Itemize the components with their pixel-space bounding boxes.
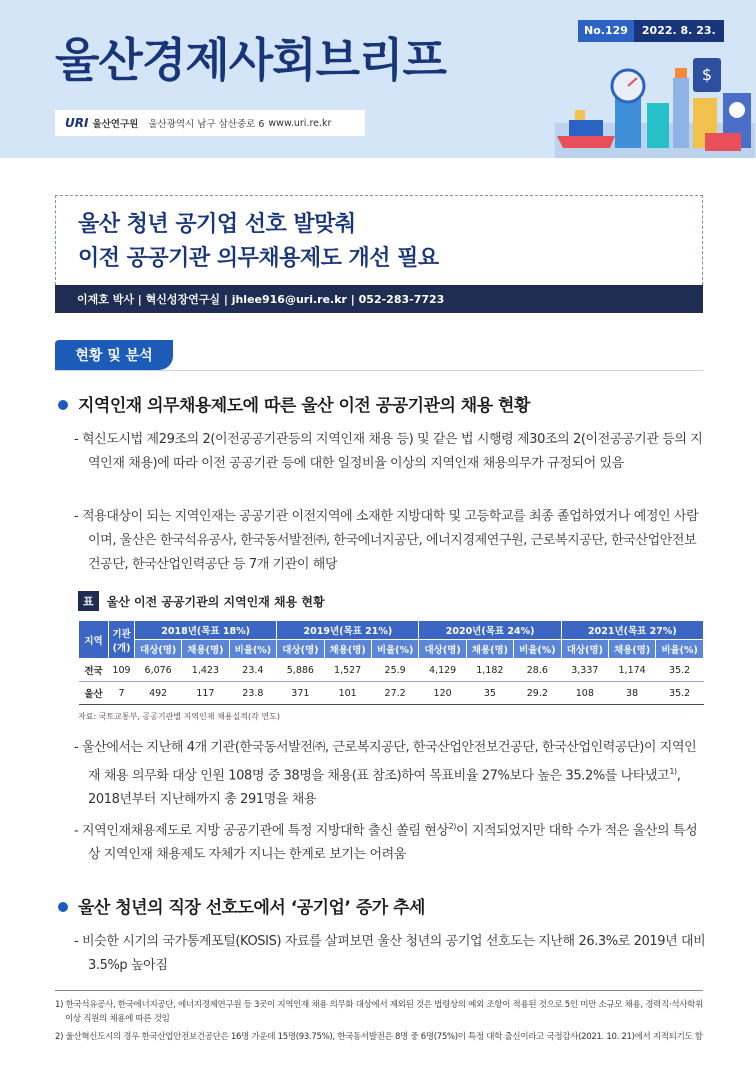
institute-name: 울산연구원 xyxy=(92,119,139,130)
header-agencies: 기관(개) xyxy=(109,621,135,659)
section2-bullet1: - 비슷한 시기의 국가통계포털(KOSIS) 자료를 살펴보면 울산 청년의 공기업 선호도는 지난해 26.3%로 2019년 대비 3.5%p 높아짐 xyxy=(74,934,706,973)
subheader-cell: 비율(%) xyxy=(229,640,277,659)
table-cell: 35.2 xyxy=(656,659,704,682)
section1-bullet1: - 혁신도시법 제29조의 2(이전공공기관등의 지역인재 채용 등) 및 같은 법 시행령 제30조의 2(이전공공기관 등의 지역인재 채용)에 따라 이전 공공기관 등에 대한 일정비율 이상의 지역인재 채용의무가 규정되어 있음 xyxy=(74,432,703,471)
issue-date: 2022. 8. 23. xyxy=(634,20,724,42)
issue-info xyxy=(578,20,724,42)
subheader-cell: 대상(명) xyxy=(561,640,608,659)
section1-bullet4 xyxy=(74,815,706,867)
subheader-cell: 비율(%) xyxy=(656,640,704,659)
table-cell: 28.6 xyxy=(514,659,562,682)
bullet3-tail: , 2018년부터 지난해까지 총 291명을 채용 xyxy=(88,768,681,808)
section1-heading xyxy=(58,391,530,416)
subheader-cell: 대상(명) xyxy=(277,640,324,659)
section-badge: 현황 및 분석 xyxy=(55,340,173,370)
footnote-divider xyxy=(55,990,703,991)
bullet4-tail: 이 지적되었지만 대학 수가 적은 울산의 특성상 지역인재 채용제도 자체가 지니는 한계로 보기는 어려움 xyxy=(88,823,698,863)
table-cell: 5,886 xyxy=(277,659,324,682)
section1-heading-text: 지역인재 의무채용제도에 따른 울산 이전 공공기관의 채용 현황 xyxy=(78,396,530,416)
row-agencies: 7 xyxy=(109,682,135,705)
footnote-ref-2[interactable]: 2) xyxy=(448,822,456,831)
table-cell: 108 xyxy=(561,682,608,705)
bullet-dot-icon xyxy=(58,400,68,410)
subheader-cell: 채용(명) xyxy=(466,640,513,659)
subheader-cell: 비율(%) xyxy=(514,640,562,659)
header-year: 2018년(목표 18%) xyxy=(135,621,277,640)
header-region: 지역 xyxy=(79,621,109,659)
publisher-bar xyxy=(55,110,365,136)
table-mark: 표 xyxy=(78,591,99,611)
table-title-text: 울산 이전 공공기관의 지역인재 채용 현황 xyxy=(106,594,325,609)
table-cell: 1,423 xyxy=(182,659,229,682)
article-title-box xyxy=(55,195,703,285)
table-source: 자료: 국토교통부, 공공기관별 지역인재 채용실적(각 연도) xyxy=(78,712,280,721)
article-title-line2: 이전 공공기관 의무채용제도 개선 필요 xyxy=(78,246,439,271)
subheader-cell: 채용(명) xyxy=(324,640,371,659)
row-region: 전국 xyxy=(79,659,109,682)
table-row xyxy=(79,659,704,682)
subheader-cell: 채용(명) xyxy=(608,640,655,659)
recruitment-table xyxy=(78,620,704,705)
subheader-cell: 대상(명) xyxy=(419,640,466,659)
author-bar: 이재호 박사 | 혁신성장연구실 | jhlee916@uri.re.kr | 052-283-7723 xyxy=(55,285,703,313)
header-year: 2021년(목표 27%) xyxy=(561,621,703,640)
section-divider xyxy=(55,370,703,371)
bullet4-text: - 지역인재채용제도로 지방 공공기관에 특정 지방대학 출신 쏠림 현상 xyxy=(74,823,449,839)
subheader-cell: 대상(명) xyxy=(135,640,182,659)
header-year: 2019년(목표 21%) xyxy=(277,621,419,640)
subheader-cell: 채용(명) xyxy=(182,640,229,659)
table-cell: 27.2 xyxy=(371,682,419,705)
header-banner xyxy=(0,0,756,158)
table-row xyxy=(79,682,704,705)
footnote-ref-1[interactable]: 1) xyxy=(669,767,677,776)
table-cell: 38 xyxy=(608,682,655,705)
subheader-cell: 비율(%) xyxy=(371,640,419,659)
table-cell: 23.4 xyxy=(229,659,277,682)
table-cell: 6,076 xyxy=(135,659,182,682)
section2-heading xyxy=(58,893,425,918)
masthead-title: 울산경제사회브리프 xyxy=(55,33,446,87)
header-year: 2020년(목표 24%) xyxy=(419,621,561,640)
issue-number: No.129 xyxy=(578,20,634,42)
table-cell: 1,182 xyxy=(466,659,513,682)
uri-logo: URI xyxy=(65,116,89,130)
table-cell: 29.2 xyxy=(514,682,562,705)
table-cell: 23.8 xyxy=(229,682,277,705)
table-cell: 120 xyxy=(419,682,466,705)
table-cell: 371 xyxy=(277,682,324,705)
industry-illustration-icon xyxy=(555,48,755,158)
institute-website[interactable]: www.uri.re.kr xyxy=(268,117,332,129)
footnote-2: 2) 울산혁신도시의 경우 한국산업안전보건공단은 16명 가운데 15명(93.75%), 한국동서발전은 8명 중 6명(75%)이 특정 대학 출신이라고 국정감사(2021. 10. 21)에서 지적되기도 함 xyxy=(55,1032,703,1042)
table-cell: 3,337 xyxy=(561,659,608,682)
bullet3-text: - 울산에서는 지난해 4개 기관(한국동서발전㈜, 근로복지공단, 한국산업안전보건공단, 한국산업인력공단)이 지역인재 채용 의무화 대상 인원 108명 중 38명을 채용(표 참조)하여 목표비율 27%보다 높은 35.2%를 나타냈고 xyxy=(74,740,697,784)
institute-address: 울산광역시 남구 삼산중로 6 xyxy=(148,119,265,130)
row-agencies: 109 xyxy=(109,659,135,682)
article-title-line1: 울산 청년 공기업 선호 발맞춰 xyxy=(78,212,356,237)
table-cell: 25.9 xyxy=(371,659,419,682)
footnote-1: 1) 한국석유공사, 한국에너지공단, 에너지경제연구원 등 3곳이 지역인재 채용 의무화 대상에서 제외된 것은 법령상의 예외 조항이 적용된 것으로 5인 미만 소규모 채용, 경력직·석사학위 이상 직원의 채용에 따른 것임 xyxy=(55,1000,703,1024)
table-title xyxy=(78,591,325,611)
bullet-dot-icon xyxy=(58,902,68,912)
svg-text:$: $ xyxy=(701,65,713,84)
section1-bullet3 xyxy=(74,736,706,812)
section1-bullet2: - 적용대상이 되는 지역인재는 공공기관 이전지역에 소재한 지방대학 및 고등학교를 최종 졸업하였거나 예정인 사람이며, 울산은 한국석유공사, 한국동서발전㈜, 한국에너지공단, 에너지경제연구원, 근로복지공단, 한국산업안전보건공단, 한국산업인력공단 등 7개 기관이 해당 xyxy=(74,509,699,572)
table-cell: 35 xyxy=(466,682,513,705)
table-cell: 492 xyxy=(135,682,182,705)
table-cell: 101 xyxy=(324,682,371,705)
table-cell: 4,129 xyxy=(419,659,466,682)
section2-heading-text: 울산 청년의 직장 선호도에서 ‘공기업’ 증가 추세 xyxy=(78,898,425,918)
table-cell: 35.2 xyxy=(656,682,704,705)
row-region: 울산 xyxy=(79,682,109,705)
table-cell: 117 xyxy=(182,682,229,705)
table-cell: 1,174 xyxy=(608,659,655,682)
table-cell: 1,527 xyxy=(324,659,371,682)
